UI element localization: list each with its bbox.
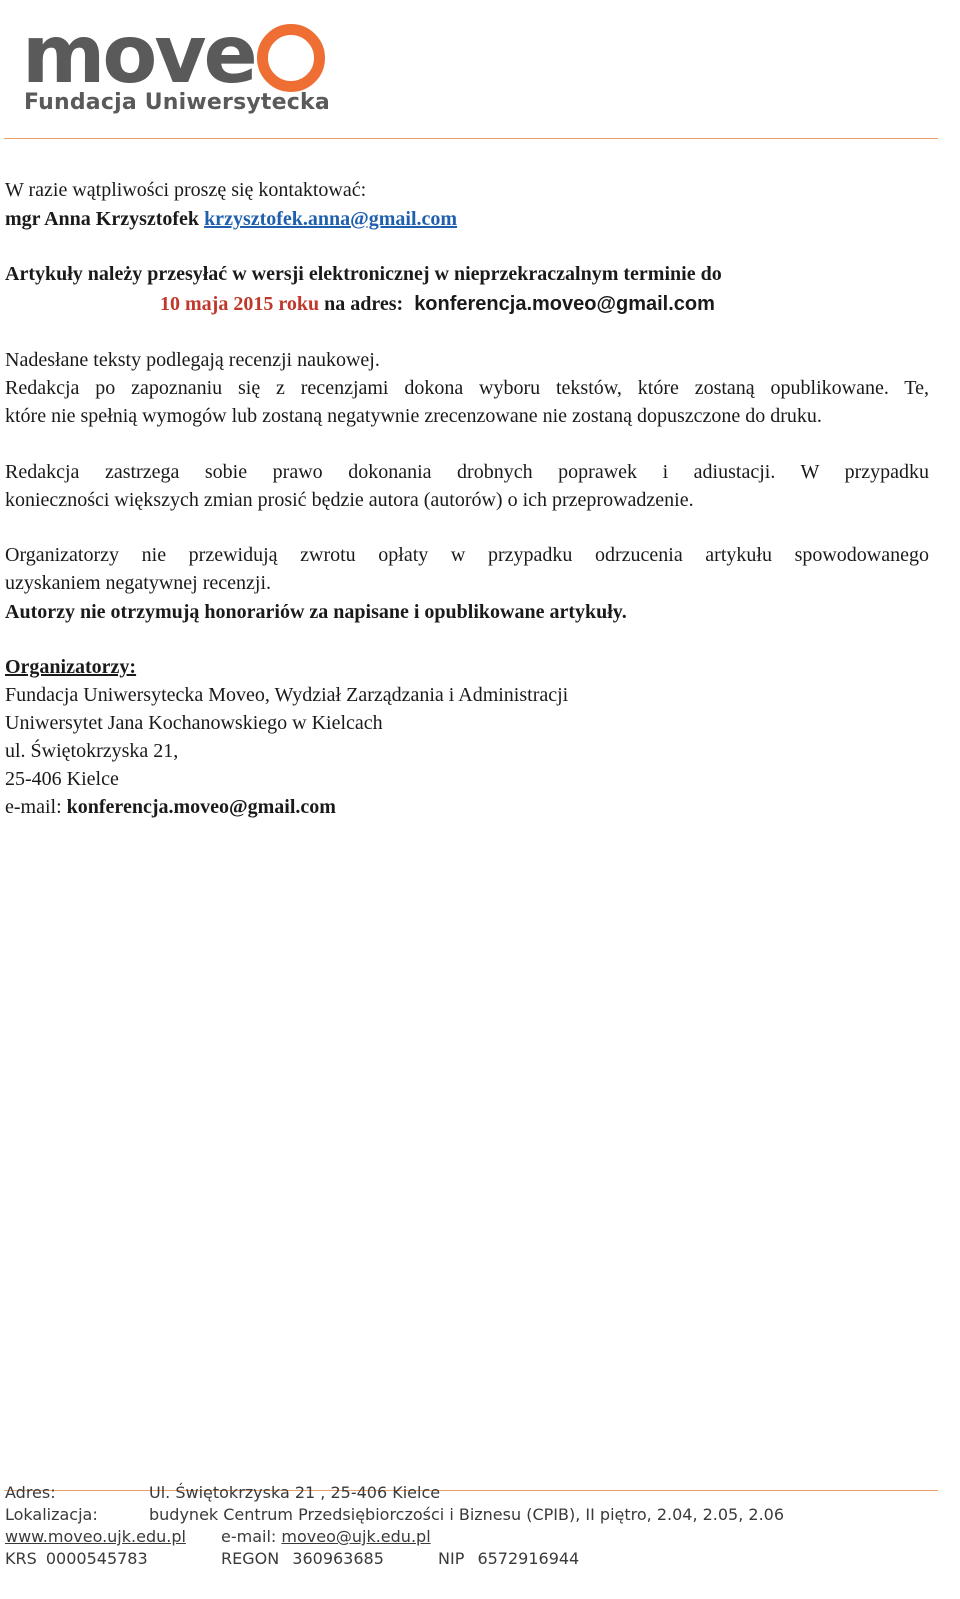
fees-line2: uzyskaniem negatywnej recenzji. (5, 572, 271, 594)
logo-o-ring-icon (255, 22, 323, 84)
footer-nip-value: 6572916944 (477, 1549, 580, 1568)
organizers-heading: Organizatorzy: (5, 656, 137, 678)
footer-email-link[interactable]: moveo@ujk.edu.pl (281, 1527, 431, 1546)
footer-regon-label: REGON (221, 1549, 280, 1568)
footer-address: Ul. Świętokrzyska 21 , 25-406 Kielce (149, 1483, 441, 1502)
submission-line1: Artykuły należy przesyłać w wersji elektronicznej w nieprzekraczalnym terminie do (5, 263, 722, 285)
fees-honorarium-note: Autorzy nie otrzymują honorariów za napisane i opublikowane artykuły. (5, 601, 627, 623)
contact-name: mgr Anna Krzysztofek (5, 208, 200, 230)
footer-website-link[interactable]: www.moveo.ujk.edu.pl (5, 1527, 186, 1546)
review-para2-line1: Redakcja po zapoznaniu się z recenzjami dokona wyboru tekstów, które zostaną opublikowane. Te, (5, 377, 929, 399)
contact-intro: W razie wątpliwości proszę się kontaktować: (5, 179, 367, 201)
footer-regon (221, 1549, 384, 1569)
editing-line1: Redakcja zastrzega sobie prawo dokonania drobnych poprawek i adiustacji. W przypadku (5, 461, 929, 483)
address-label: na adres: (324, 293, 404, 315)
footer-location-label: Lokalizacja: (5, 1505, 98, 1524)
footer-krs-label: KRS (5, 1549, 37, 1568)
footer-krs-value: 0000545783 (45, 1549, 148, 1568)
editing-line2: konieczności większych zmian prosić będzie autora (autorów) o ich przeprowadzenie. (5, 489, 694, 511)
footer-divider (4, 1490, 938, 1491)
organizers-street: ul. Świętokrzyska 21, (5, 740, 179, 762)
organizers-email-line (5, 794, 336, 820)
review-para1: Nadesłane teksty podlegają recenzji naukowej. (5, 349, 380, 371)
organizers-email: konferencja.moveo@gmail.com (66, 796, 336, 818)
footer-email-line (221, 1527, 431, 1547)
organizers-email-label: e-mail: (5, 796, 62, 818)
organizers-line2: Uniwersytet Jana Kochanowskiego w Kielcach (5, 712, 383, 734)
footer-location: budynek Centrum Przedsiębiorczości i Biznesu (CPIB), II piętro, 2.04, 2.05, 2.06 (149, 1505, 785, 1524)
footer-nip (438, 1549, 579, 1569)
footer-email-label: e-mail: (221, 1527, 277, 1546)
footer-website-line (5, 1527, 186, 1547)
footer-nip-label: NIP (438, 1549, 465, 1568)
fees-line1: Organizatorzy nie przewidują zwrotu opłaty w przypadku odrzucenia artykułu spowodowanego (5, 544, 929, 566)
deadline-date: 10 maja 2015 roku (160, 293, 320, 315)
foundation-logo (22, 8, 362, 115)
footer-regon-value: 360963685 (292, 1549, 384, 1568)
contact-email-link[interactable]: krzysztofek.anna@gmail.com (204, 208, 458, 230)
logo-subtitle: Fundacja Uniwersytecka (24, 90, 330, 115)
footer-krs (5, 1549, 148, 1569)
footer-address-label: Adres: (5, 1483, 56, 1502)
organizers-city: 25-406 Kielce (5, 768, 119, 790)
contact-line (5, 206, 457, 232)
review-para2-line2: które nie spełnią wymogów lub zostaną negatywnie zrecenzowane nie zostaną dopuszczone do druku. (5, 405, 822, 427)
organizers-line1: Fundacja Uniwersytecka Moveo, Wydział Zarządzania i Administracji (5, 684, 569, 706)
logo-wordmark: move (22, 14, 323, 96)
submission-line2 (160, 291, 715, 317)
header-divider (4, 138, 938, 139)
submission-address: konferencja.moveo@gmail.com (414, 293, 715, 315)
